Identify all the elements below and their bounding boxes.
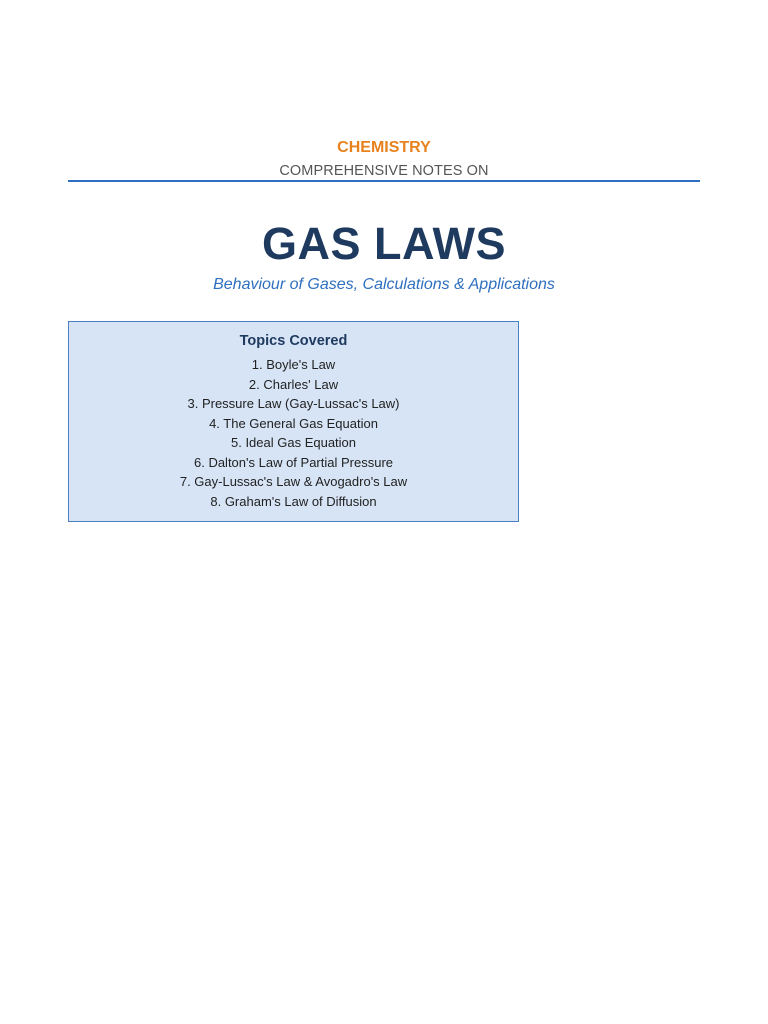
- topic-item: 3. Pressure Law (Gay-Lussac's Law): [187, 396, 400, 411]
- topic-item: 8. Graham's Law of Diffusion: [210, 493, 377, 509]
- topic-item: 2. Charles' Law: [248, 376, 339, 392]
- document-subtitle: Behaviour of Gases, Calculations & Applications: [213, 276, 555, 293]
- notes-kicker: COMPREHENSIVE NOTES ON: [279, 163, 489, 179]
- topic-item: 6. Dalton's Law of Partial Pressure: [193, 454, 394, 470]
- topic-item: 4. The General Gas Equation: [209, 415, 378, 431]
- topic-item: 1. Boyle's Law: [251, 357, 336, 372]
- subject-label: CHEMISTRY: [337, 139, 431, 156]
- document-title: GAS LAWS: [261, 218, 506, 269]
- topic-item: 7. Gay-Lussac's Law & Avogadro's Law: [179, 474, 408, 489]
- topic-item: 5. Ideal Gas Equation: [230, 435, 357, 450]
- header-divider: [68, 180, 700, 182]
- topics-box: [68, 321, 519, 522]
- topics-list: [69, 355, 518, 511]
- topics-heading: Topics Covered: [239, 333, 348, 349]
